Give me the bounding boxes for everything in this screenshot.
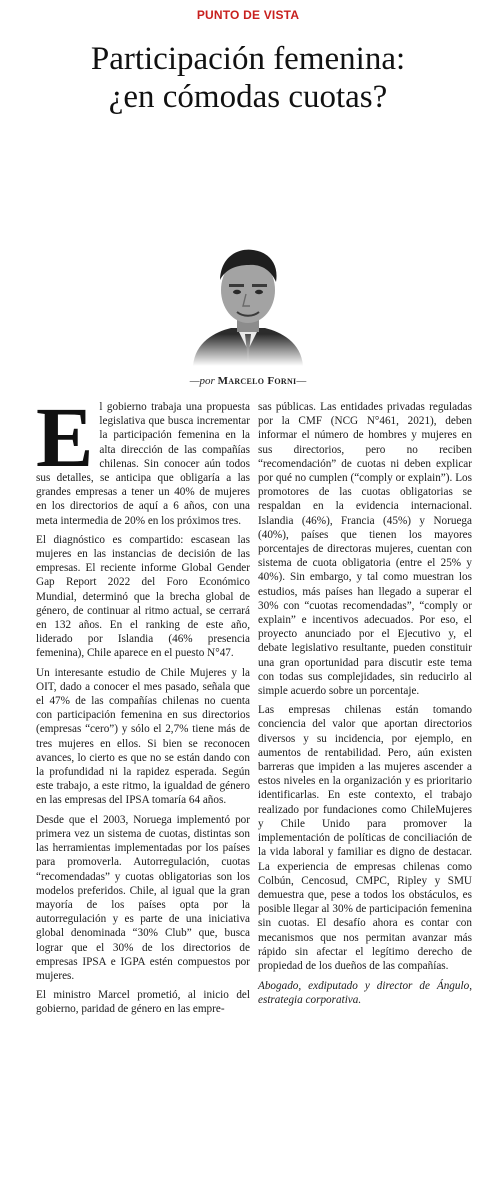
author-note: Abogado, exdiputado y director de Ángulo, estrategia corporativa. xyxy=(258,980,472,1007)
paragraph-2: El diagnóstico es compartido: escasean las mujeres en las instancias de decisión de las empresas. El reciente informe Global Gender Gap Report 2022 del Foro Económico Mundial, determinó que la brecha global de género, de continuar al ritmo actual, se cerrará en 132 años. En el ranking de este año, liderado por Islandia (46% presencia femenina), Chile aparece en el puesto N°47. xyxy=(36,533,250,660)
headline-line-1: Participación femenina: xyxy=(90,41,406,77)
paragraph-6: sas públicas. Las entidades privadas reguladas por la CMF (NCG N°461, 2021), deben informar el número de hombres y mujeres en sus directorios, pero no reciben “recomendación” de cuotas ni deben explicar por qué no cumplen (“comply or explain”). Los promotores de las cuotas obligatorias se respaldan en la evidencia internacional. Islandia (46%), Francia (45%) y Noruega (40%), países que tienen los mayores porcentajes de directoras mujeres, cuentan con sistema de cuota obligatoria (entre el 25% y 40%). Sin embargo, y tal como muestran los estudios, más países han llegado a superar el 30% con “cuotas recomendadas”, “comply or explain” e incentivos adecuados. Por eso, el proyecto anunciado por el Ejecutivo y, el debate legislativo resultante, pueden constituir una gran oportunidad para discutir este tema con todas sus complejidades, sin reducirlo al simple acuerdo sobre un porcentaje. xyxy=(258,401,472,698)
byline-prefix: por xyxy=(199,375,215,387)
paragraph-7: Las empresas chilenas están tomando conciencia del valor que aportan directorios diversos y su incidencia, por ejemplo, en aumentos de rentabilidad. Pero, aún existen barreras que impiden a las mujeres ascender a estos niveles en la organización y es prioritario identificarlas. En este contexto, el trabajo realizado por fundaciones como ChileMujeres y Chile Unido para promover la implementación de políticas de conciliación de la vida laboral y familiar es digno de destacar. La experiencia de empresas chilenas como Colbún, Cencosud, CMPC, Ripley y SMU demuestra que, pese a todos los obstáculos, es posible llegar al 30% de participación femenina sin cuotas. El desafío ahora es contar con mecanismos que nos permitan avanzar más rápido sin afectar el legítimo derecho de propiedad de los dueños de las compañías. xyxy=(258,704,472,972)
paragraph-5: El ministro Marcel prometió, al inicio del gobierno, paridad de género en las empre- xyxy=(36,989,250,1016)
article-column-right xyxy=(258,400,472,1013)
paragraph-3: Un interesante estudio de Chile Mujeres y la OIT, dado a conocer el mes pasado, señala que el 47% de las compañías chilenas no cuenta con participación femenina en sus directorios (empresas “cero”) y sólo el 2,7% tiene más de tres mujeres en ellos. Si bien se reconocen avances, lo cierto es que no se están dando con la profundidad ni la rapidez esperada. Según este trabajo, a este ritmo, la igualdad de género en las empresas del IPSA tomaría 64 años. xyxy=(36,666,250,807)
byline: —por Marcelo Forni— xyxy=(189,375,307,387)
article-column-left xyxy=(36,389,250,1022)
drop-cap: E xyxy=(36,389,94,485)
article-headline xyxy=(0,40,496,116)
paragraph-1-text: l gobierno trabaja una propuesta legislativa que busca incrementar la participación femenina en la alta dirección de las compañías chilenas. Sin conocer aún todos sus detalles, se anticipa que obligaría a las grandes empresas a tener un 40% de mujeres en los directorios de aquí a 6 años, con una meta intermedia de 20% en los próximos tres. xyxy=(36,401,250,527)
author-portrait-icon xyxy=(185,238,311,366)
paragraph-4: Desde que el 2003, Noruega implementó por primera vez un sistema de cuotas, distintas son las herramientas implementadas por los países para promoverla. Autorregulación, cuotas “recomendadas” y cuotas obligatorias son los modelos preferidos. Chile, al igual que la gran mayoría de los países opta por la autorregulación y es parte de una iniciativa global denominada “30% Club” que, busca lograr que el 30% de los directorios de empresas IPSA e IGPA estén compuestos por mujeres. xyxy=(36,813,250,982)
author-photo xyxy=(185,238,311,366)
headline-line-2: ¿en cómodas cuotas? xyxy=(108,79,388,115)
section-kicker: PUNTO DE VISTA xyxy=(196,8,300,22)
author-name: Marcelo Forni xyxy=(217,375,297,387)
paragraph-1 xyxy=(36,389,250,528)
